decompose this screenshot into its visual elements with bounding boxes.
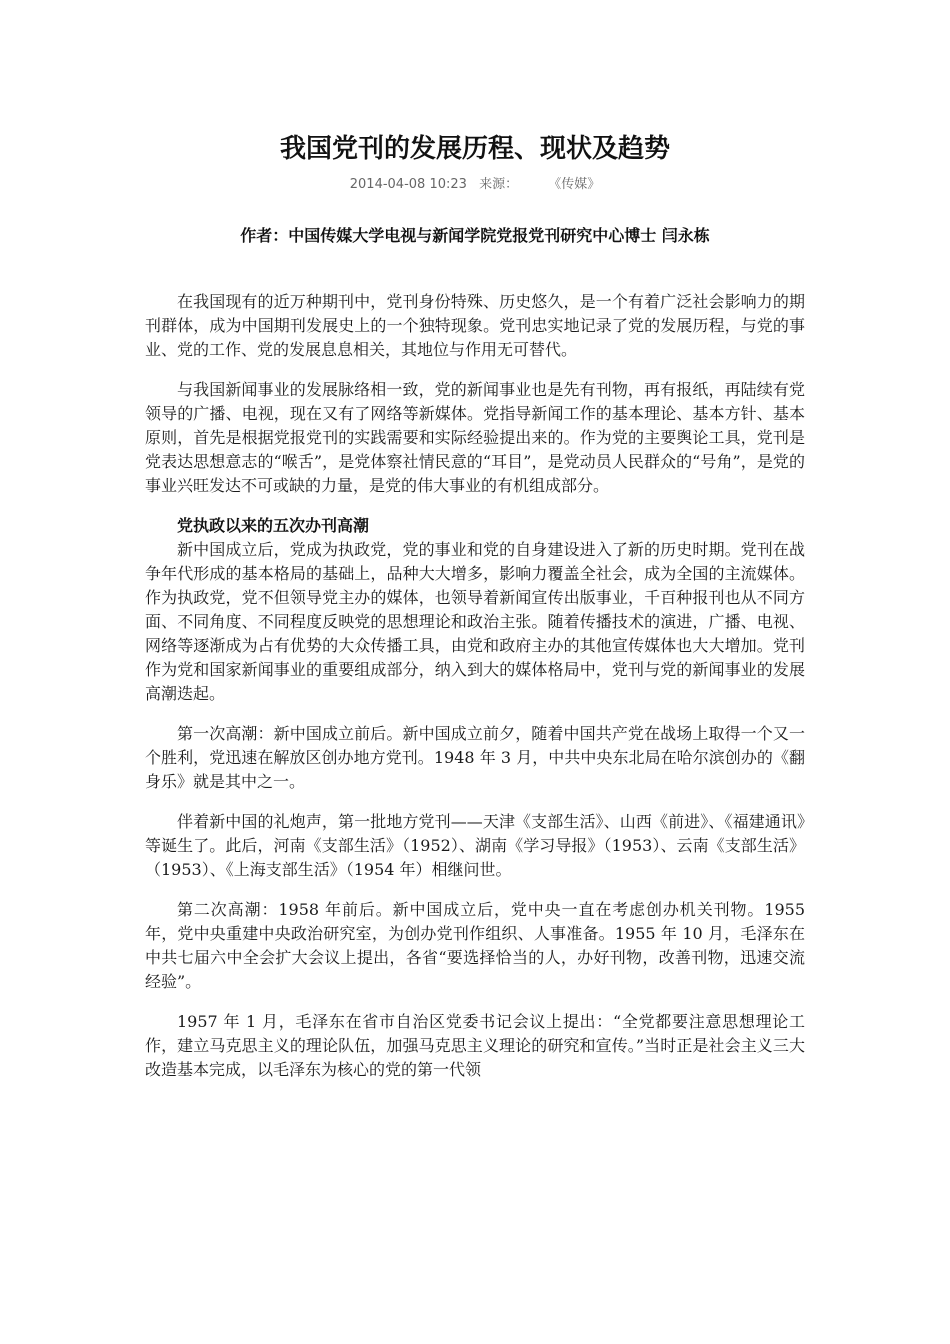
paragraph: 与我国新闻事业的发展脉络相一致，党的新闻事业也是先有刊物，再有报纸，再陆续有党领导的广播、电视，现在又有了网络等新媒体。党指导新闻工作的基本理论、基本方针、基本原则，首先是根据党报党刊的实践需要和实际经验提出来的。作为党的主要舆论工具，党刊是党表达思想意志的“喉舌”，是党体察社情民意的“耳目”，是党动员人民群众的“号角”，是党的事业兴旺发达不可或缺的力量，是党的伟大事业的有机组成部分。 — [145, 380, 805, 495]
paragraph: 第一次高潮：新中国成立前后。新中国成立前夕，随着中国共产党在战场上取得一个又一个胜利，党迅速在解放区创办地方党刊。1948 年 3 月，中共中央东北局在哈尔滨创办的《翻身乐》就是其中之一。 — [145, 724, 805, 791]
article-author: 作者：中国传媒大学电视与新闻学院党报党刊研究中心博士 闫永栋 — [240, 226, 710, 245]
article-meta — [145, 176, 805, 194]
paragraph: 1957 年 1 月，毛泽东在省市自治区党委书记会议上提出：“全党都要注意思想理论工作，建立马克思主义的理论队伍，加强马克思主义理论的研究和宣传。”当时正是社会主义三大改造基本完成，以毛泽东为核心的党的第一代领 — [145, 1012, 805, 1079]
paragraph: 伴着新中国的礼炮声，第一批地方党刊——天津《支部生活》、山西《前进》、《福建通讯》等诞生了。此后，河南《支部生活》（1952）、湖南《学习导报》（1953）、云南《支部生活》（1953）、《上海支部生活》（1954 年）相继问世。 — [145, 812, 805, 879]
article-body — [145, 290, 805, 1082]
paragraph: 新中国成立后，党成为执政党，党的事业和党的自身建设进入了新的历史时期。党刊在战争年代形成的基本格局的基础上，品种大大增多，影响力覆盖全社会，成为全国的主流媒体。作为执政党，党不但领导党主办的媒体，也领导着新闻宣传出版事业，千百种报刊也从不同方面、不同角度、不同程度反映党的思想理论和政治主张。随着传播技术的演进，广播、电视、网络等逐渐成为占有优势的大众传播工具，由党和政府主办的其他宣传媒体也大大增加。党刊作为党和国家新闻事业的重要组成部分，纳入到大的媒体格局中，党刊与党的新闻事业的发展高潮迭起。 — [145, 540, 805, 703]
publish-date: 2014-04-08 10:23 — [349, 177, 467, 192]
paragraph: 第二次高潮：1958 年前后。新中国成立后，党中央一直在考虑创办机关刊物。1955 年，党中央重建中央政治研究室，为创办党刊作组织、人事准备。1955 年 10 月，毛泽东在中共七届六中全会扩大会议上提出，各省“要选择恰当的人，办好刊物，改善刊物，迅速交流经验”。 — [145, 900, 805, 991]
paragraph: 在我国现有的近万种期刊中，党刊身份特殊、历史悠久，是一个有着广泛社会影响力的期刊群体，成为中国期刊发展史上的一个独特现象。党刊忠实地记录了党的发展历程，与党的事业、党的工作、党的发展息息相关，其地位与作用无可替代。 — [145, 292, 805, 359]
article-title: 我国党刊的发展历程、现状及趋势 — [279, 134, 670, 164]
source-name: 《传媒》 — [548, 177, 601, 192]
article-page — [145, 128, 805, 1098]
section-heading: 党执政以来的五次办刊高潮 — [177, 516, 370, 535]
source-label: 来源： — [479, 177, 519, 192]
